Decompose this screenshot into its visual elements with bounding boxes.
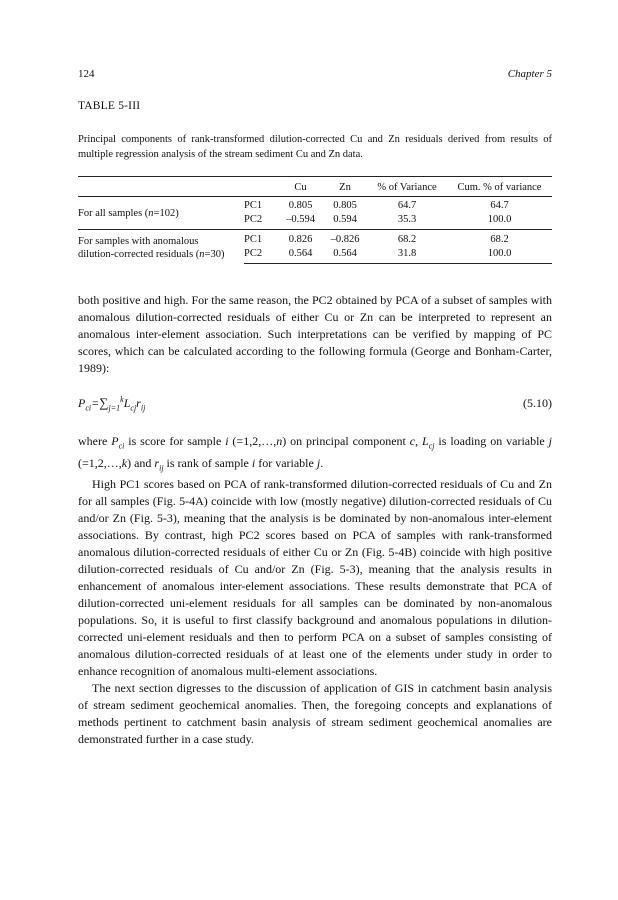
chapter-title: Chapter 5 [507, 68, 552, 80]
pca-table [78, 176, 552, 264]
table-caption: Principal components of rank-transformed dilution-corrected Cu and Zn residuals derived from results of multiple regression analysis of the stream sediment Cu and Zn data. [78, 134, 552, 160]
group-label-anomalous-samples: For samples with anomalous dilution-corrected residuals (n=30) [78, 230, 244, 264]
paragraph-formula-definition: where $P_{ci}$ is score for sample i (=1,2,…,n) on principal component c, $L_{cj}$ is loading on variable j (=1,2,…,k) and $r_{ij}$ is rank of sample i for variable j. [78, 434, 553, 473]
col-header-zn: Zn [323, 177, 367, 197]
table-row: PC2 –0.594 0.594 35.3 100.0 [78, 213, 552, 230]
paragraph: The next section digresses to the discussion of application of GIS in catchment basin analysis of stream sediment geochemical anomalies. Then, the foregoing concepts and explanations of methods pertinent to catchment basin analysis of stream sediment geochemical anomalies are demonstrated further in a case study. [78, 681, 552, 747]
formula-expression: $P_{ci}=\sum_{j=1}^kL_{cj}r_{ij}$ [78, 395, 146, 413]
paragraph: High PC1 scores based on PCA of rank-transformed dilution-corrected residuals of Cu and Zn for all samples (Fig. 5-4A) coincide with low (mostly negative) dilution-corrected residuals of Cu and/or Zn (Fig. 5-3), meaning that the analysis is be dominated by non-anomalous inter-element associations. By contrast, high PC2 scores based on PCA of samples with rank-transformed anomalous dilution-corrected residuals of either Cu or Zn (Fig. 5-4B) coincide with high positive dilution-corrected residuals of Cu and/or Zn (Fig. 5-3), meaning that the analysis results in enhancement of anomalous inter-element associations. These results demonstrate that PCA of dilution-corrected uni-element residuals for all samples can be dominated by non-anomalous populations. So, it is useful to first classify background and anomalous populations in dilution-corrected uni-element residuals and then to perform PCA on a subset of samples consisting of anomalous dilution-corrected residuals of at least one of the elements under study in order to enhance recognition of anomalous multi-element associations. [78, 477, 552, 679]
page-number: 124 [78, 68, 95, 80]
table-row: PC2 0.564 0.564 31.8 100.0 [78, 247, 552, 264]
col-header-cu: Cu [278, 177, 323, 197]
running-header [78, 67, 552, 81]
equation-5-10 [78, 391, 552, 416]
group-label-all-samples: For all samples (n=102) [78, 208, 179, 219]
page [78, 67, 552, 748]
body-text [78, 292, 552, 748]
table-row: For all samples (n=102) PC1 0.805 0.805 64.7 64.7 [78, 197, 552, 214]
col-header-cumulative: Cum. % of variance [447, 177, 552, 197]
table-row: For samples with anomalous dilution-corrected residuals (n=30) PC1 0.826 –0.826 68.2 68.2 [78, 230, 552, 248]
table-label: TABLE 5-III [78, 100, 141, 112]
table-header-row [78, 177, 552, 197]
equation-number: (5.10) [523, 396, 552, 410]
col-header-variance: % of Variance [367, 177, 447, 197]
paragraph: both positive and high. For the same reason, the PC2 obtained by PCA of a subset of samples with anomalous dilution-corrected residuals of either Cu or Zn can be interpreted to represent an anomalous inter-element association. Such interpretations can be verified by mapping of PC scores, which can be calculated according to the following formula (George and Bonham-Carter, 1989): [78, 293, 552, 375]
